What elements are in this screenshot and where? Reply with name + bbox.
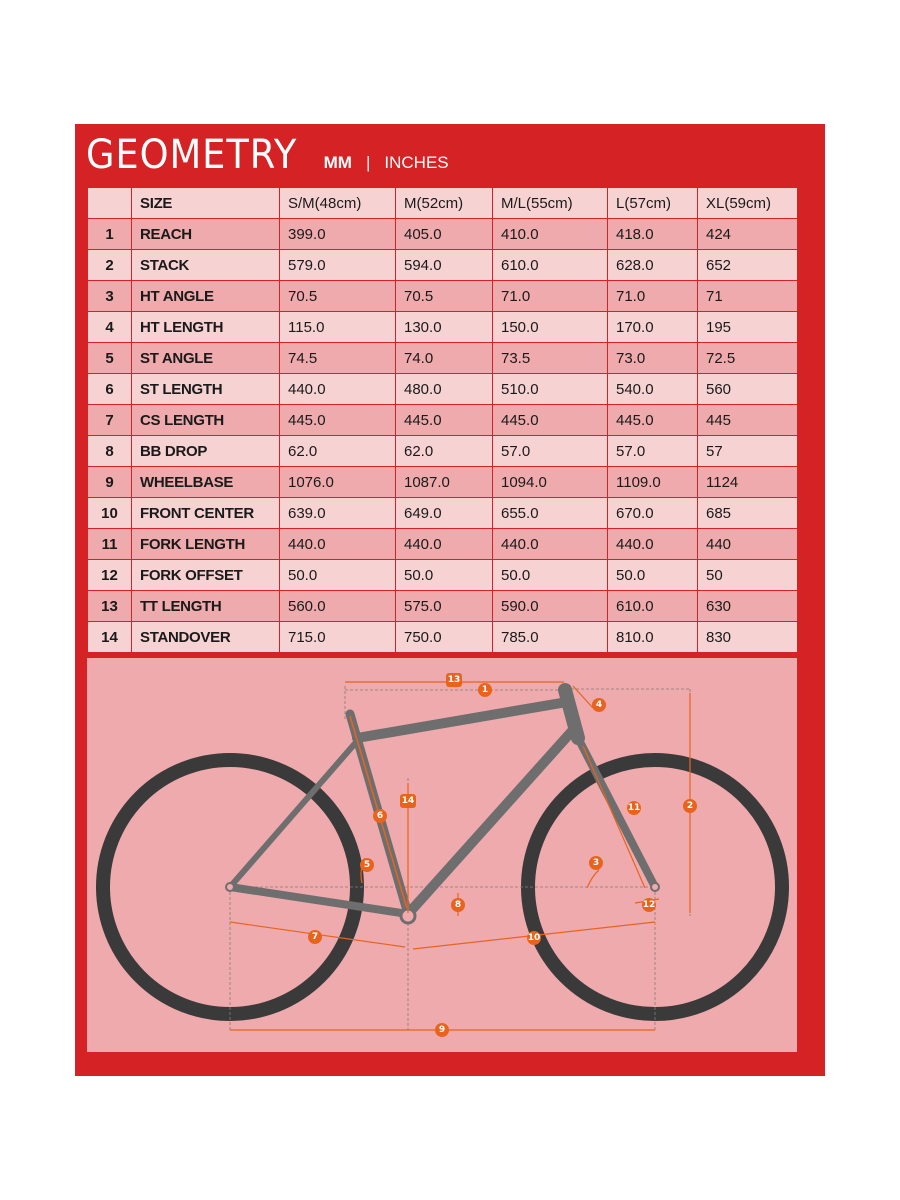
size-column-header: M(52cm) [396,188,493,219]
table-cell: 510.0 [493,374,608,405]
table-cell: 610.0 [608,591,698,622]
table-row [88,343,798,374]
table-cell: 1076.0 [280,467,396,498]
size-header: SIZE [132,188,280,219]
table-cell: 628.0 [608,250,698,281]
row-number: 12 [88,560,132,591]
table-cell: 50.0 [396,560,493,591]
table-row [88,467,798,498]
parameter-name: HT ANGLE [132,281,280,312]
front-dropout [651,883,659,891]
table-cell: 590.0 [493,591,608,622]
svg-text:1: 1 [481,685,489,695]
table-header-row [88,188,798,219]
table-cell: 1087.0 [396,467,493,498]
table-cell: 1124 [698,467,798,498]
table-cell: 50.0 [493,560,608,591]
table-cell: 445.0 [608,405,698,436]
table-row [88,281,798,312]
table-cell: 424 [698,219,798,250]
table-cell: 445.0 [280,405,396,436]
header-blank-cell [88,188,132,219]
table-cell: 73.0 [608,343,698,374]
row-number: 4 [88,312,132,343]
svg-text:6: 6 [376,811,384,821]
table-cell: 670.0 [608,498,698,529]
table-cell: 445 [698,405,798,436]
table-row [88,591,798,622]
table-row [88,374,798,405]
row-number: 5 [88,343,132,374]
parameter-name: ST LENGTH [132,374,280,405]
table-cell: 130.0 [396,312,493,343]
table-cell: 71 [698,281,798,312]
table-cell: 71.0 [493,281,608,312]
size-column-header: S/M(48cm) [280,188,396,219]
table-cell: 440 [698,529,798,560]
row-number: 13 [88,591,132,622]
table-row [88,560,798,591]
marker-1 [478,683,492,697]
marker-4 [592,698,606,712]
table-cell: 610.0 [493,250,608,281]
table-cell: 652 [698,250,798,281]
size-column-header: XL(59cm) [698,188,798,219]
table-cell: 440.0 [396,529,493,560]
table-cell: 579.0 [280,250,396,281]
top-tube [357,702,567,738]
table-cell: 57.0 [493,436,608,467]
marker-7 [308,930,322,944]
geometry-table-body [88,188,798,653]
bike-frame-drawing [87,658,797,1052]
geometry-panel [75,124,825,1076]
table-cell: 70.5 [396,281,493,312]
table-cell: 685 [698,498,798,529]
svg-text:10: 10 [527,933,541,943]
marker-6 [373,809,387,823]
row-number: 3 [88,281,132,312]
table-cell: 50 [698,560,798,591]
table-cell: 785.0 [493,622,608,653]
table-cell: 750.0 [396,622,493,653]
table-cell: 639.0 [280,498,396,529]
marker-5 [360,858,374,872]
table-cell: 1094.0 [493,467,608,498]
marker-8 [451,898,465,912]
table-row [88,219,798,250]
marker-2 [683,799,697,813]
row-number: 14 [88,622,132,653]
marker-12 [642,898,656,912]
table-cell: 410.0 [493,219,608,250]
svg-text:13: 13 [447,675,461,685]
parameter-name: BB DROP [132,436,280,467]
table-cell: 170.0 [608,312,698,343]
marker-9 [435,1023,449,1037]
table-cell: 71.0 [608,281,698,312]
table-cell: 575.0 [396,591,493,622]
svg-text:3: 3 [592,858,600,868]
svg-text:2: 2 [686,801,694,811]
svg-text:7: 7 [311,932,319,942]
unit-inches-toggle[interactable]: INCHES [384,153,449,172]
table-cell: 445.0 [396,405,493,436]
parameter-name: FORK OFFSET [132,560,280,591]
table-cell: 594.0 [396,250,493,281]
row-number: 11 [88,529,132,560]
size-column-header: M/L(55cm) [493,188,608,219]
table-row [88,498,798,529]
table-cell: 540.0 [608,374,698,405]
chain-stay [230,887,408,914]
unit-mm-toggle[interactable]: MM [323,153,352,172]
unit-separator: | [365,153,371,172]
table-row [88,622,798,653]
table-cell: 57 [698,436,798,467]
table-cell: 630 [698,591,798,622]
table-cell: 57.0 [608,436,698,467]
table-cell: 1109.0 [608,467,698,498]
size-column-header: L(57cm) [608,188,698,219]
svg-text:9: 9 [438,1025,446,1035]
table-cell: 440.0 [608,529,698,560]
table-cell: 405.0 [396,219,493,250]
parameter-name: HT LENGTH [132,312,280,343]
parameter-name: WHEELBASE [132,467,280,498]
parameter-name: STANDOVER [132,622,280,653]
table-row [88,436,798,467]
table-cell: 810.0 [608,622,698,653]
table-cell: 649.0 [396,498,493,529]
geometry-table [87,187,798,653]
table-cell: 715.0 [280,622,396,653]
parameter-name: ST ANGLE [132,343,280,374]
table-cell: 50.0 [280,560,396,591]
parameter-name: TT LENGTH [132,591,280,622]
table-cell: 418.0 [608,219,698,250]
parameter-name: STACK [132,250,280,281]
table-row [88,405,798,436]
table-row [88,529,798,560]
table-cell: 655.0 [493,498,608,529]
row-number: 9 [88,467,132,498]
svg-text:14: 14 [401,796,415,806]
svg-text:4: 4 [595,700,603,710]
page-title: GEOMETRY [86,132,298,178]
table-cell: 830 [698,622,798,653]
svg-text:12: 12 [642,900,656,910]
panel-header [86,132,449,188]
table-cell: 74.5 [280,343,396,374]
table-cell: 440.0 [493,529,608,560]
rear-dropout [226,883,234,891]
marker-13 [446,673,462,687]
svg-text:8: 8 [454,900,462,910]
row-number: 10 [88,498,132,529]
table-cell: 480.0 [396,374,493,405]
table-cell: 73.5 [493,343,608,374]
table-cell: 70.5 [280,281,396,312]
parameter-name: REACH [132,219,280,250]
table-cell: 445.0 [493,405,608,436]
table-cell: 74.0 [396,343,493,374]
row-number: 1 [88,219,132,250]
row-number: 2 [88,250,132,281]
svg-text:5: 5 [363,860,371,870]
table-cell: 150.0 [493,312,608,343]
row-number: 8 [88,436,132,467]
table-cell: 560.0 [280,591,396,622]
parameter-name: FORK LENGTH [132,529,280,560]
parameter-name: CS LENGTH [132,405,280,436]
marker-14 [400,794,416,808]
table-cell: 440.0 [280,374,396,405]
table-cell: 62.0 [280,436,396,467]
row-number: 7 [88,405,132,436]
table-cell: 399.0 [280,219,396,250]
table-cell: 440.0 [280,529,396,560]
marker-3 [589,856,603,870]
table-row [88,312,798,343]
table-cell: 560 [698,374,798,405]
marker-11 [627,801,641,815]
table-cell: 115.0 [280,312,396,343]
row-number: 6 [88,374,132,405]
table-cell: 195 [698,312,798,343]
bike-diagram [87,658,797,1052]
parameter-name: FRONT CENTER [132,498,280,529]
table-cell: 62.0 [396,436,493,467]
svg-text:11: 11 [627,803,641,813]
table-cell: 50.0 [608,560,698,591]
table-row [88,250,798,281]
marker-10 [527,931,541,945]
table-cell: 72.5 [698,343,798,374]
